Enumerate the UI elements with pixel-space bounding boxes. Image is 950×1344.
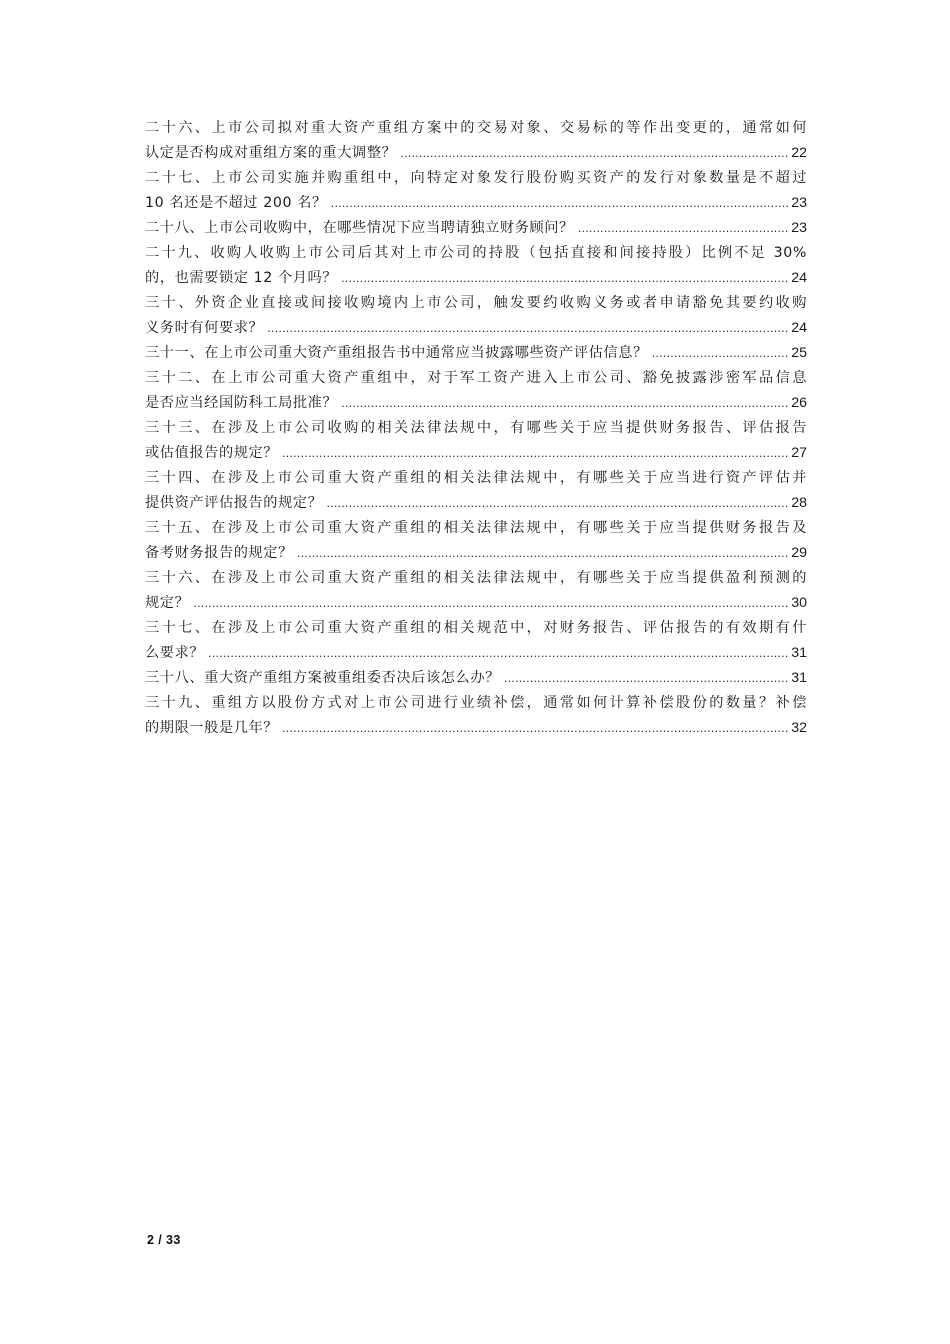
- toc-entry-text: 认定是否构成对重组方案的重大调整？: [145, 145, 397, 161]
- toc-entry[interactable]: [145, 366, 807, 416]
- toc-dot-leader: [208, 641, 789, 666]
- toc-dot-leader: [282, 716, 789, 741]
- toc-entry-line: [145, 341, 807, 366]
- toc-entry-line: [145, 541, 807, 566]
- toc-entry-line: [145, 191, 807, 216]
- toc-entry-text: 三十八、重大资产重组方案被重组委否决后该怎么办？: [145, 670, 500, 686]
- toc-page-number: 23: [791, 195, 807, 211]
- toc-dot-leader: [578, 216, 789, 241]
- toc-entry-text: 义务时有何要求？: [145, 320, 264, 336]
- toc-entry-text: 三十七、在涉及上市公司重大资产重组的相关规范中，对财务报告、评估报告的有效期有什: [145, 620, 807, 636]
- toc-entry-text: 三十九、重组方以股份方式对上市公司进行业绩补偿，通常如何计算补偿股份的数量？补偿: [145, 695, 807, 711]
- toc-entry[interactable]: [145, 116, 807, 166]
- toc-page-number: 28: [791, 495, 807, 511]
- toc-entry[interactable]: [145, 416, 807, 466]
- toc-entry-text: 是否应当经国防科工局批准？: [145, 395, 338, 411]
- toc-entry-line: [145, 666, 807, 691]
- toc-dot-leader: [282, 441, 789, 466]
- page-number: 2 / 33: [147, 1233, 181, 1247]
- toc-page-number: 25: [791, 345, 807, 361]
- toc-entry-line: [145, 716, 807, 741]
- toc-dot-leader: [341, 391, 789, 416]
- toc-page-number: 22: [791, 145, 807, 161]
- toc-page-number: 29: [791, 545, 807, 561]
- toc-entry-text: 三十、外资企业直接或间接收购境内上市公司，触发要约收购义务或者申请豁免其要约收购: [145, 295, 807, 311]
- toc-entry-line: [145, 591, 807, 616]
- toc-entry-line: [145, 141, 807, 166]
- toc-dot-leader: [400, 141, 789, 166]
- toc-entry-text: 三十一、在上市公司重大资产重组报告书中通常应当披露哪些资产评估信息？: [145, 345, 648, 361]
- toc-entry-text: 10 名还是不超过 200 名？: [145, 195, 327, 211]
- toc-entry-line: [145, 216, 807, 241]
- toc-entry[interactable]: [145, 691, 807, 741]
- toc-entry-text: 规定？: [145, 595, 190, 611]
- toc-entry[interactable]: [145, 466, 807, 516]
- toc-page-number: 26: [791, 395, 807, 411]
- toc-entry-line: [145, 641, 807, 666]
- toc-dot-leader: [652, 341, 789, 366]
- toc-entry[interactable]: [145, 341, 807, 366]
- toc-dot-leader: [504, 666, 789, 691]
- toc-entry-text: 的，也需要锁定 12 个月吗？: [145, 270, 338, 286]
- toc-entry[interactable]: [145, 666, 807, 691]
- toc-page-number: 32: [791, 720, 807, 736]
- toc-dot-leader: [267, 316, 789, 341]
- toc-entry[interactable]: [145, 516, 807, 566]
- toc-entry-line: [145, 391, 807, 416]
- toc-page-number: 30: [791, 595, 807, 611]
- toc-page-number: 24: [791, 270, 807, 286]
- toc-page-number: 27: [791, 445, 807, 461]
- toc-entry-text: 三十五、在涉及上市公司重大资产重组的相关法律法规中，有哪些关于应当提供财务报告及: [145, 520, 807, 536]
- toc-entry-text: 或估值报告的规定？: [145, 445, 279, 461]
- toc-entry-text: 三十六、在涉及上市公司重大资产重组的相关法律法规中，有哪些关于应当提供盈利预测的: [145, 570, 807, 586]
- toc-page-number: 31: [791, 670, 807, 686]
- toc-entry-text: 二十七、上市公司实施并购重组中，向特定对象发行股份购买资产的发行对象数量是不超过: [145, 170, 807, 186]
- toc-entry-line: [145, 266, 807, 291]
- toc-entry-line: [145, 441, 807, 466]
- toc-entry[interactable]: [145, 291, 807, 341]
- toc-dot-leader: [193, 591, 789, 616]
- toc-page-number: 31: [791, 645, 807, 661]
- toc-page-number: 24: [791, 320, 807, 336]
- toc-entry-line: [145, 316, 807, 341]
- toc-entry-text: 么要求？: [145, 645, 205, 661]
- toc-dot-leader: [341, 266, 789, 291]
- toc-entry-text: 二十九、收购人收购上市公司后其对上市公司的持股（包括直接和间接持股）比例不足 30%: [145, 245, 807, 261]
- toc-entry[interactable]: [145, 616, 807, 666]
- toc-entry-text: 的期限一般是几年？: [145, 720, 279, 736]
- toc-entry-text: 三十三、在涉及上市公司收购的相关法律法规中，有哪些关于应当提供财务报告、评估报告: [145, 420, 807, 436]
- toc-page-number: 23: [791, 220, 807, 236]
- toc-dot-leader: [297, 541, 789, 566]
- toc-entry-text: 二十六、上市公司拟对重大资产重组方案中的交易对象、交易标的等作出变更的，通常如何: [145, 120, 807, 136]
- toc-entry-text: 备考财务报告的规定？: [145, 545, 293, 561]
- toc-entry-text: 三十二、在上市公司重大资产重组中，对于军工资产进入上市公司、豁免披露涉密军品信息: [145, 370, 807, 386]
- toc-entry[interactable]: [145, 241, 807, 291]
- toc-dot-leader: [326, 491, 789, 516]
- toc-entry-text: 提供资产评估报告的规定？: [145, 495, 323, 511]
- toc-entry[interactable]: [145, 166, 807, 216]
- toc-dot-leader: [331, 191, 789, 216]
- toc-entry[interactable]: [145, 216, 807, 241]
- toc-entry-text: 二十八、上市公司收购中，在哪些情况下应当聘请独立财务顾问？: [145, 220, 574, 236]
- toc-entry-text: 三十四、在涉及上市公司重大资产重组的相关法律法规中，有哪些关于应当进行资产评估并: [145, 470, 807, 486]
- table-of-contents: [145, 116, 807, 741]
- toc-entry[interactable]: [145, 566, 807, 616]
- toc-entry-line: [145, 491, 807, 516]
